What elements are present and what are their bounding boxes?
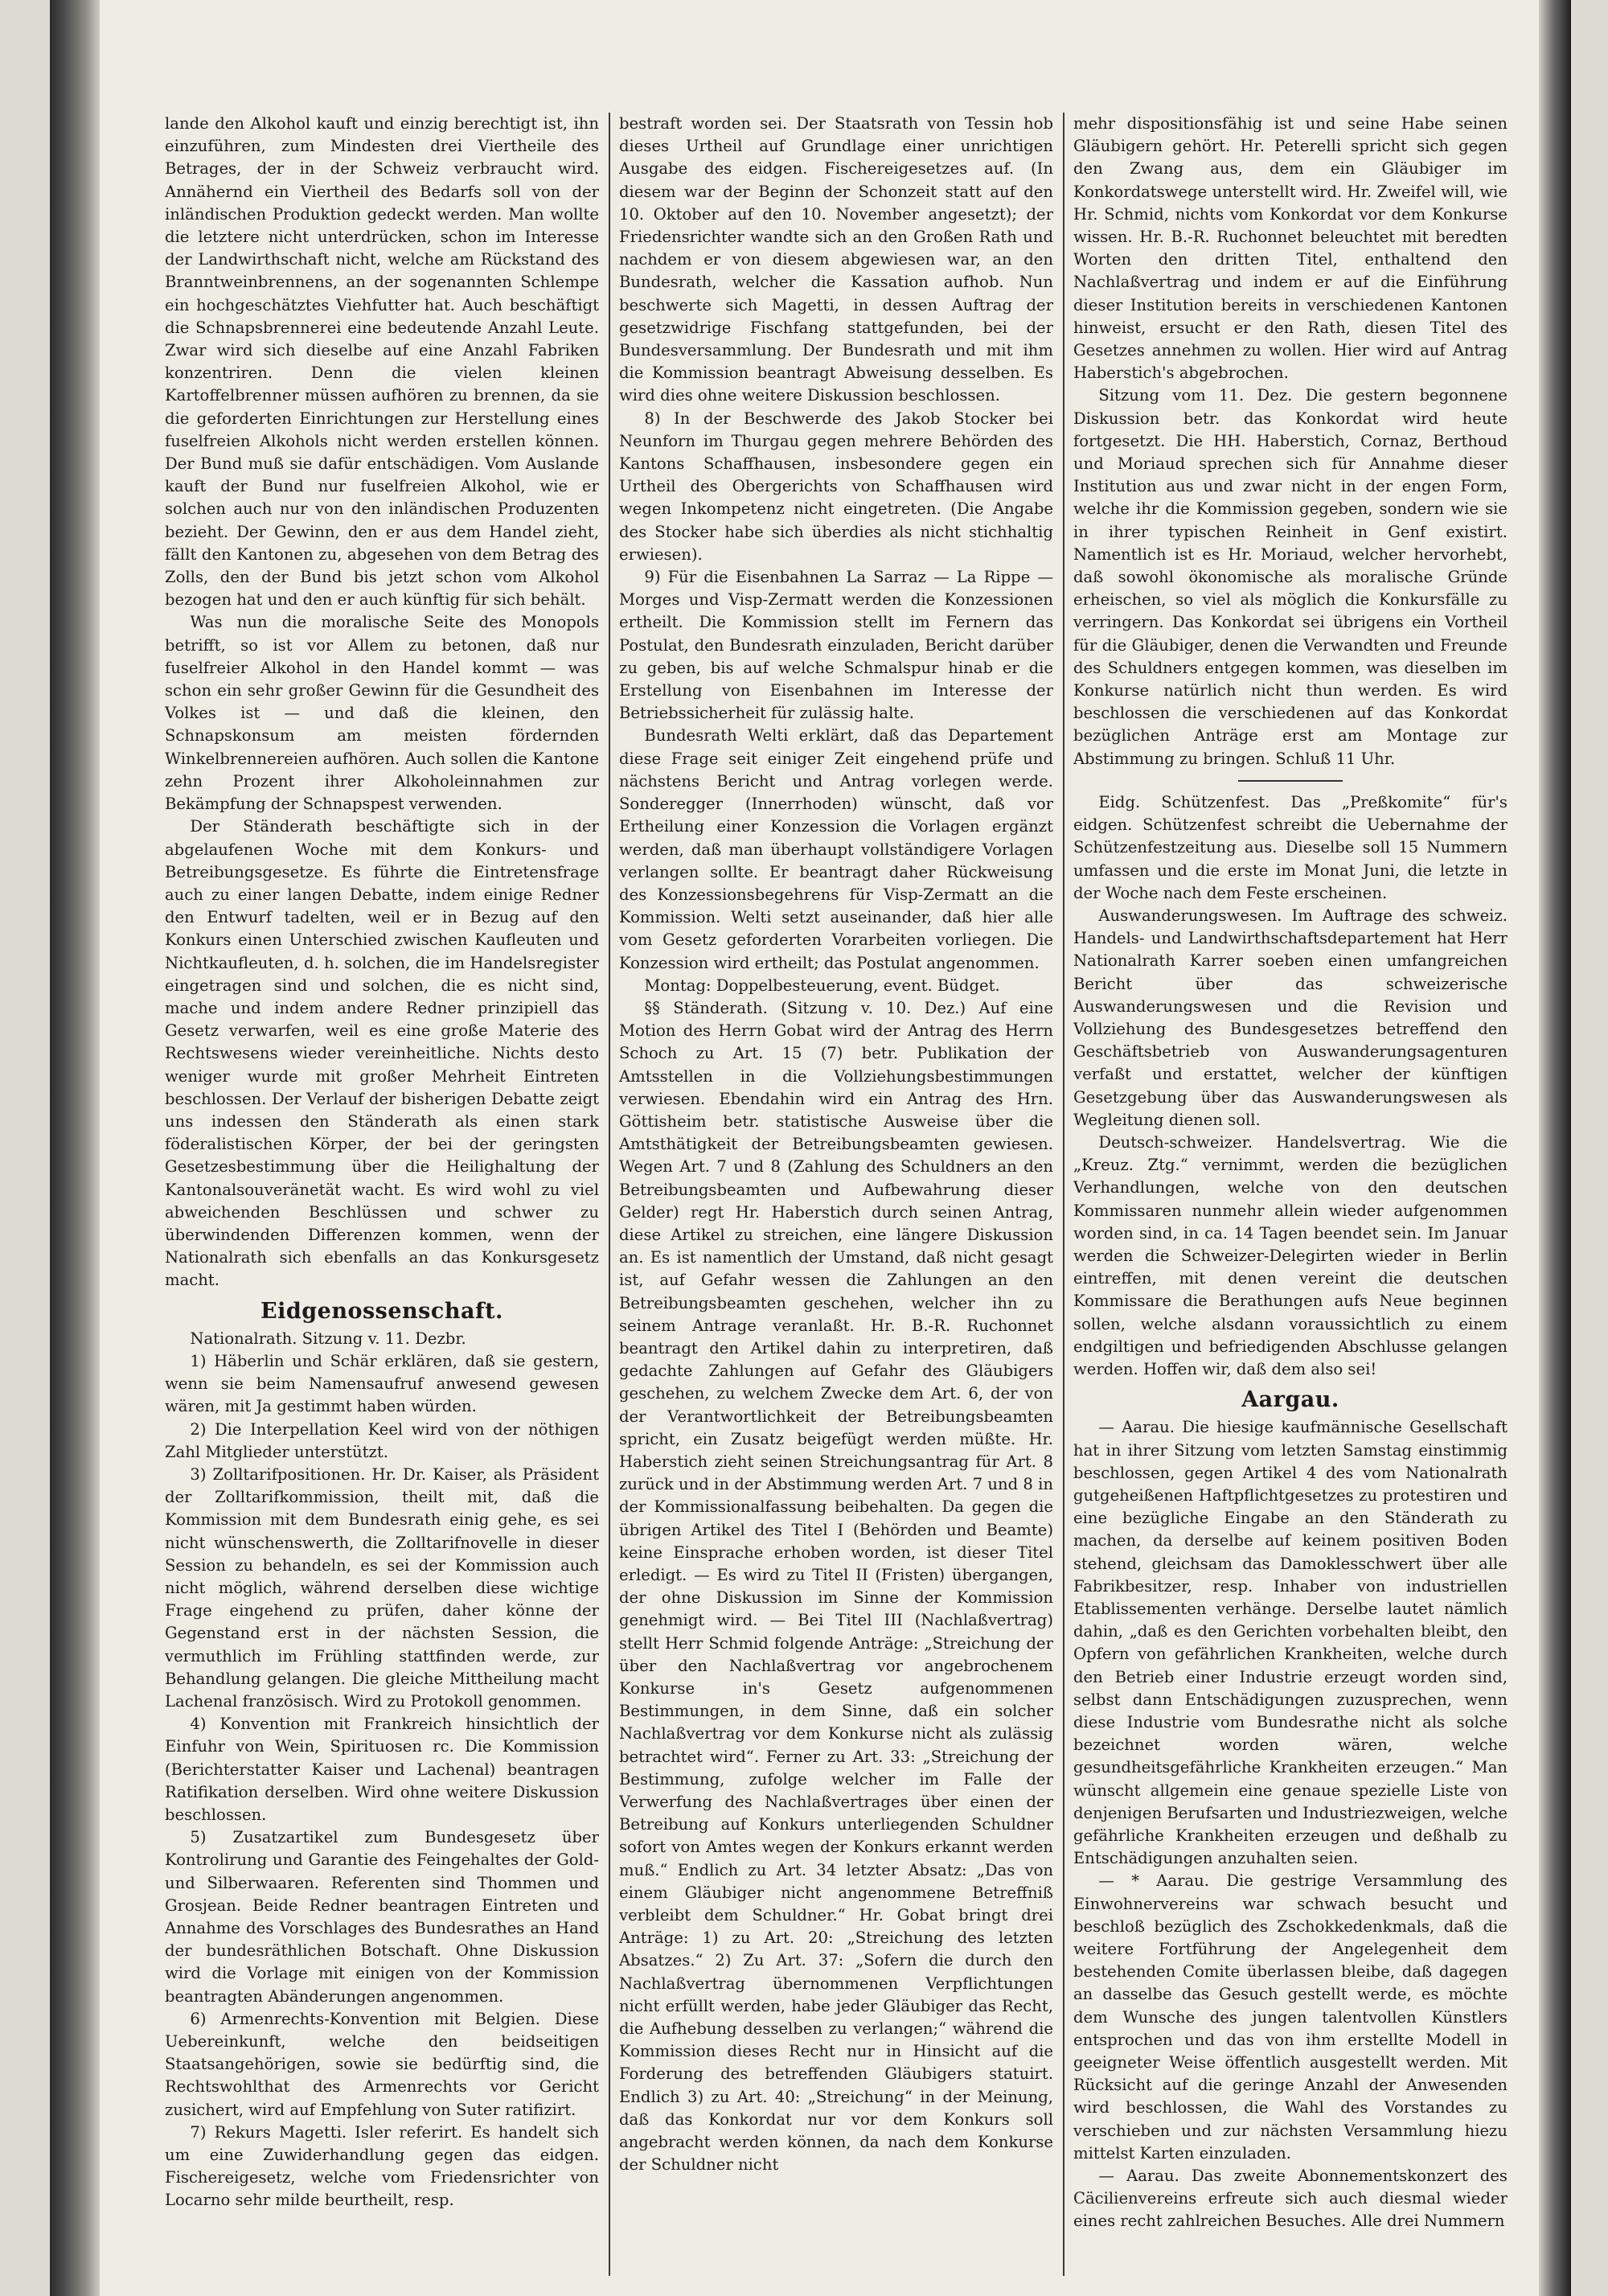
paragraph-aarau-kaufmaennisch: — Aarau. Die hiesige kaufmännische Gesellschaft hat in ihrer Sitzung vom letzten Samstag einstimmig beschlossen, gegen Artikel 4 des vom Nationalrath gutgeheißenen Haftpflichtgesetzes zu protestiren und eine bezügliche Eingabe an den Ständerath zu machen, da derselbe auf keinem positiven Boden stehend, gleichsam das Damoklesschwert über alle Fabrikbesitzer, resp. Inhaber von industriellen Etablissementen verhänge. Derselbe lautet nämlich dahin, „daß es den Gerichten vorbehalten bleibt, den Opfern von gefährlichen Krankheiten, welche durch den Betrieb einer Industrie erzeugt worden sind, selbst dann Entschädigungen zuzusprechen, wenn diese Industrie vom Bundesrathe nicht als solche bezeichnet worden wären, welche gesundheitsgefährliche Krankheiten erzeugen.“ Man wünscht allgemein eine genaue spezielle Liste von denjenigen Berufsarten und Industriezweigen, welche gefährliche Krankheiten erzeugen und deßhalb zu Entschädigungen anzuhalten seien. — [1073, 1418, 1508, 1868]
nationalrath-item-4: 4) Konvention mit Frankreich hinsichtlich der Einfuhr von Wein, Spirituosen rc. Die Kommission (Berichterstatter Kaiser und Lachenal) beantragen Ratifikation derselben. Wird ohne weitere Diskussion beschlossen. — [165, 1715, 599, 1825]
paragraph-montag: Montag: Doppelbesteuerung, event. Büdget. — [644, 975, 1000, 995]
paragraph-staenderath-sitzung: §§ Ständerath. (Sitzung v. 10. Dez.) Auf eine Motion des Herrn Gobat wird der Antrag des Herrn Schoch zu Art. 15 (7) betr. Publikation der Amtsstellen in die Vollziehungsbestimmungen verwiesen. Ebendahin wird ein Antrag des Hrn. Göttisheim betr. statistische Ausweise über die Amtsthätigkeit der Betreibungsbeamten gewiesen. Wegen Art. 7 und 8 (Zahlung des Schuldners an den Betreibungsbeamten und Aufbewahrung dieser Gelder) regt Hr. Haberstich durch seinen Antrag, diese Artikel zu streichen, eine längere Diskussion an. Es ist namentlich der Umstand, daß nicht gesagt ist, auf Gefahr wessen die Zahlungen an den Betreibungsbeamten geschehen, welcher ihn zu seinem Antrage veranlaßt. Hr. B.-R. Ruchonnet beantragt den Artikel dahin zu interpretiren, daß gedachte Zahlungen auf Gefahr des Gläubigers geschehen, zu welchem Zwecke dem Art. 6, der von der Verantwortlichkeit der Betreibungsbeamten spricht, ein Zusatz beigefügt werden müßte. Hr. Haberstich zieht seinen Streichungsantrag für Art. 8 zurück und in der Abstimmung werden Art. 7 und 8 in der Kommissionalfassung beibehalten. Da gegen die übrigen Artikel des Titel I (Behörden und Beamte) keine Einsprache erhoben worden, ist dieser Titel erledigt. — Es wird zu Titel II (Fristen) übergangen, der ohne Diskussion im Sinne der Kommission genehmigt wird. — Bei Titel III (Nachlaßvertrag) stellt Herr Schmid folgende Anträge: „Streichung der über den Nachlaßvertrag vor angebrochenem Konkurse in's Gesetz aufgenommenen Bestimmungen, in dem Sinne, daß ein solcher Nachlaßvertrag vor dem Konkurse nicht als zulässig betrachtet wird“. Ferner zu Art. 33: „Streichung der Bestimmung, zufolge welcher im Falle der Verwerfung des Nachlaßvertrages über einen der Betreibung auf Konkurs unterliegenden Schuldner sofort von Amtes wegen der Konkurs erkannt werden muß.“ Endlich zu Art. 34 letzter Absatz: „Das von einem Gläubiger nicht angenommene Betreffniß verbleibt dem Schuldner.“ Hr. Gobat bringt drei Anträge: 1) zu Art. 20: „Streichung des letzten Absatzes.“ 2) Zu Art. 37: „Sofern die durch den Nachlaßvertrag übernommenen Verpflichtungen nicht erfüllt werden, habe jeder Gläubiger das Recht, die Aufhebung desselben zu verlangen;“ während die Kommission dieses Recht nur in Hinsicht auf die Forderung des betreffenden Gläubigers statuirt. Endlich 3) zu Art. 40: „Streichung“ in der Meinung, daß das Konkordat nur vor dem Konkurs soll angebracht werden können, da nach dem Konkurse der Schuldner nicht — [619, 998, 1053, 2175]
paragraph-alkohol-import: lande den Alkohol kauft und einzig berechtigt ist, ihn einzuführen, zum Mindesten drei Viertheile des Betrages, der in der Schweiz verbraucht wird. Annähernd ein Viertheil des Bedarfs soll von der inländischen Produktion gedeckt werden. Man wollte die letztere nicht unterdrücken, schon im Interesse der Landwirthschaft nicht, welche am Rückstand des Branntweinbrennens, an der sogenannten Schlempe ein hochgeschätztes Viehfutter hat. Auch beschäftigt die Schnapsbrennerei eine bedeutende Anzahl Leute. Zwar wird sich dieselbe auf eine Anzahl Fabriken konzentriren. Denn die vielen kleinen Kartoffelbrenner müssen aufhören zu brennen, da sie die geforderten Einrichtungen zur Herstellung eines fuselfreien Alkohols nicht werden erstellen können. Der Bund muß sie dafür entschädigen. Vom Auslande kauft der Bund nur fuselfreien Alkohol, wie er solchen auch nur von den inländischen Produzenten bezieht. Der Gewinn, den er aus dem Handel zieht, fällt den Kantonen zu, abgesehen von dem Betrag des Zolls, den der Bund bis jetzt schon vom Alkohol bezogen hat und den er auch künftig für sich behält. — [165, 114, 599, 610]
section-heading-eidgenossenschaft: Eidgenossenschaft. — [260, 1298, 503, 1324]
nationalrath-item-3: 3) Zolltarifpositionen. Hr. Dr. Kaiser, als Präsident der Zolltarifkommission, theilt mit, daß die Kommission mit dem Bundesrath einig gehe, es sei nicht wünschenswerth, die Zolltarifnovelle in dieser Session zu behandeln, es sei der Kommission auch nicht möglich, während derselben diese wichtige Frage eingehend zu prüfen, daher könne der Gegenstand erst in der nächsten Session, die vermuthlich im Frühling stattfinden werde, zur Behandlung gelangen. Die gleiche Mittheilung macht Lachenal französisch. Wird zu Protokoll genommen. — [165, 1464, 599, 1711]
column-1 — [165, 113, 599, 2276]
column-rule-1 — [609, 113, 610, 2276]
nationalrath-item-2: 2) Die Interpellation Keel wird von der nöthigen Zahl Mitglieder unterstützt. — [165, 1419, 599, 1461]
paragraph-sitzung-11-dez: Sitzung vom 11. Dez. Die gestern begonnene Diskussion betr. das Konkordat wird heute fortgesetzt. Die HH. Haberstich, Cornaz, Berthoud und Moriaud sprechen sich für Annahme dieser Institution aus und zwar nicht in der engen Form, welche ihr die Kommission gegeben, sondern wie sie in ihrer typischen Reinheit in Genf existirt. Namentlich ist es Hr. Moriaud, welcher hervorhebt, daß sowohl ökonomische als moralische Gründe erheischen, so viel als möglich die Konkursfälle zu verringern. Das Konkordat sei übrigens ein Vortheil für die Gläubiger, denen die Verwandten und Freunde des Schuldners entgegen kommen, was dieselben im Konkurse natürlich nicht thun werden. Es wird beschlossen die verschiedenen auf das Konkordat bezüglichen Anträge erst am Montage zur Abstimmung zu bringen. Schluß 11 Uhr. — [1073, 386, 1508, 768]
paragraph-handelsvertrag: Deutsch-schweizer. Handelsvertrag. Wie die „Kreuz. Ztg.“ vernimmt, werden die bezüglichen Verhandlungen, welche von den deutschen Kommissaren nunmehr allein wieder aufgenommen worden sind, in ca. 14 Tagen beendet sein. Im Januar werden die Schweizer-Delegirten wieder in Berlin eintreffen, mit denen vereint die deutschen Kommissare die Berathungen aufs Neue beginnen sollen, welche alsdann voraussichtlich zu einem endgiltigen und befriedigenden Abschlusse gelangen werden. Hoffen wir, daß dem also sei! — [1073, 1132, 1508, 1378]
nationalrath-item-5: 5) Zusatzartikel zum Bundesgesetz über Kontrolirung und Garantie des Feingehaltes der Gold- und Silberwaaren. Referenten sind Thommen und Grosjean. Beide Redner beantragen Eintreten und Annahme des Vorschlages des Bundesrathes an Hand der bundesräthlichen Botschaft. Ohne Diskussion wird die Vorlage mit einigen von der Kommission beantragten Abänderungen angenommen. — [165, 1828, 599, 2006]
paragraph-auswanderung: Auswanderungswesen. Im Auftrage des schweiz. Handels- und Landwirthschaftsdepartement hat Herr Nationalrath Karrer soeben einen umfangreichen Bericht über das schweizerische Auswanderungswesen und die Revision und Vollziehung des Bundesgesetzes betreffend den Geschäftsbetrieb von Auswanderungsagenturen verfaßt und erstattet, welcher der künftigen Gesetzgebung über das Auswanderungswesen als Wegleitung dienen soll. — [1073, 906, 1508, 1129]
paragraph-rekurs-magetti-cont: bestraft worden sei. Der Staatsrath von Tessin hob dieses Urtheil auf Grundlage einer unrichtigen Ausgabe des eidgen. Fischereigesetzes auf. (In diesem war der Beginn der Schonzeit statt auf den 10. Oktober auf den 10. November angesetzt); der Friedensrichter wandte sich an den Großen Rath und nachdem er von diesem abgewiesen war, an den Bundesrath, welcher die Kassation aufhob. Nun beschwerte sich Magetti, in dessen Auftrag der gesetzwidrige Fischfang stattgefunden, bei der Bundesversammlung. Der Bundesrath und mit ihm die Kommission beantragt Abweisung desselben. Es wird dies ohne weitere Diskussion beschlossen. — [619, 114, 1053, 405]
paragraph-welti: Bundesrath Welti erklärt, daß das Departement diese Frage seit einiger Zeit eingehend prüfe und nächstens Bericht und Antrag vorlegen werde. Sonderegger (Innerrhoden) wünscht, daß vor Ertheilung einer Konzession die Vorlagen ergänzt werden, daß man überhaupt vollständigere Vorlagen verlangen sollte. Er beantragt daher Rückweisung des Konzessionsbegehrens für Visp-Zermatt an die Kommission. Welti setzt auseinander, daß hier alle vom Gesetz geforderten Vorarbeiten vorliegen. Die Konzession wird ertheilt; das Postulat angenommen. — [619, 726, 1053, 972]
paragraph-konkordat-cont: mehr dispositionsfähig ist und seine Habe seinen Gläubigern gehört. Hr. Peterelli spricht sich gegen den Zwang aus, dem ein Gläubiger im Konkordatswege unterstellt wird. Hr. Zweifel will, wie Hr. Schmid, nichts vom Konkordat vor dem Konkurse wissen. Hr. B.-R. Ruchonnet beleuchtet mit beredten Worten den dritten Titel, enthaltend den Nachlaßvertrag und indem er auf die Einführung dieser Institution bereits in verschiedenen Kantonen hinweist, ersucht er den Rath, diesen Titel des Gesetzes annehmen zu wollen. Hier wird auf Antrag Haberstich's abgebrochen. — [1073, 114, 1508, 383]
nationalrath-item-7: 7) Rekurs Magetti. Isler referirt. Es handelt sich um eine Zuwiderhandlung gegen das eidgen. Fischereigesetz, welche vom Friedensrichter von Locarno sehr milde beurtheilt, resp. — [165, 2122, 599, 2210]
paragraph-staenderath-konkurs: Der Ständerath beschäftigte sich in der abgelaufenen Woche mit dem Konkurs- und Betreibungsgesetze. Es führte die Eintretensfrage auch zu einer langen Debatte, indem einige Redner den Entwurf tadelten, weil er in Bezug auf den Konkurs einen Unterschied zwischen Kaufleuten und Nichtkaufleuten, d. h. solchen, die im Handelsregister eingetragen sind und solchen, die es nicht sind, mache und indem andere Redner prinzipiell das Gesetz verwarfen, weil es eine große Materie des Rechtswesens wieder vereinheitliche. Nichts desto weniger wurde mit großer Mehrheit Eintreten beschlossen. Der Verlauf der bisherigen Debatte zeigt uns indessen den Ständerath als einen stark föderalistischen Körper, der bei der geringsten Gesetzesbestimmung über die Heilighaltung der Kantonalsouveränetät wacht. Es wird wohl zu viel abweichenden Beschlüssen und schwer zu überwindenden Differenzen kommen, wenn der Nationalrath sich ebenfalls an das Konkursgesetz macht. — [165, 817, 599, 1290]
book-binding-left — [50, 0, 100, 2296]
nationalrath-item-9: 9) Für die Eisenbahnen La Sarraz — La Rippe — Morges und Visp-Zermatt werden die Konzessionen ertheilt. Die Kommission stellt im Fernern das Postulat, den Bundesrath einzuladen, Bericht darüber zu geben, bis auf welche Schmalspur hinab er die Erstellung von Eisenbahnen im Interesse der Betriebssicherheit für zulässig halte. — [619, 568, 1053, 723]
column-3 — [1073, 113, 1508, 2276]
nationalrath-item-8: 8) In der Beschwerde des Jakob Stocker bei Neunforn im Thurgau gegen mehrere Behörden des Kantons Schaffhausen, insbesondere gegen ein Urtheil des Obergerichts von Schaffhausen wird wegen Inkompetenz nicht eingetreten. (Die Angabe des Stocker habe sich überdies als nicht stichhaltig erwiesen). — [619, 409, 1053, 564]
column-rule-2 — [1063, 113, 1064, 2276]
paragraph-schuetzenfest: Eidg. Schützenfest. Das „Preßkomite“ für's eidgen. Schützenfest schreibt die Uebernahme der Schützenfestzeitung aus. Dieselbe soll 15 Nummern umfassen und die erste im Monat Juni, die letzte in der Woche nach dem Feste erscheinen. — [1073, 792, 1508, 902]
column-2 — [619, 113, 1053, 2276]
paragraph-aarau-einwohnerverein: — * Aarau. Die gestrige Versammlung des Einwohnervereins war schwach besucht und beschloß bezüglich des Zschokkedenkmals, daß die weitere Fortführung der Angelegenheit dem bestehenden Comite überlassen bleibe, daß dagegen an dasselbe das Gesuch gestellt werde, es möchte dem Wunsche des jungen talentvollen Künstlers entsprochen und das von ihm erstellte Modell in geeigneter Weise öffentlich ausgestellt werden. Mit Rücksicht auf die geringe Anzahl der Anwesenden wird beschlossen, die Wahl des Vorstandes zu verschieben und zur nächsten Versammlung hiezu mittelst Karten einzuladen. — [1073, 1871, 1508, 2163]
book-binding-right — [1539, 0, 1571, 2296]
nationalrath-item-6: 6) Armenrechts-Konvention mit Belgien. Diese Uebereinkunft, welche den beidseitigen Staatsangehörigen, sowie sie bedürftig sind, die Rechtswohlthat des Armenrechts vor Gericht zusichert, wird auf Empfehlung von Suter ratifizirt. — [165, 2009, 599, 2119]
paragraph-monopol-moral: Was nun die moralische Seite des Monopols betrifft, so ist vor Allem zu betonen, daß nur fuselfreier Alkohol in den Handel kommt — was schon ein sehr großer Gewinn für die Gesundheit des Volkes ist — und daß die kleinen, den Schnapskonsum am meisten fördernden Winkelbrennereien aufhören. Auch sollen die Kantone zehn Prozent ihrer Alkoholeinnahmen zur Bekämpfung der Schnapspest verwenden. — [165, 613, 599, 814]
nationalrath-intro: Nationalrath. Sitzung v. 11. Dezbr. — [190, 1329, 466, 1348]
section-heading-aargau: Aargau. — [1241, 1387, 1339, 1413]
nationalrath-item-1: 1) Häberlin und Schär erklären, daß sie gestern, wenn sie beim Namensaufruf anwesend gewesen wären, mit Ja gestimmt haben würden. — [165, 1351, 599, 1416]
paragraph-aarau-konzert: — Aarau. Das zweite Abonnementskonzert des Cäcilienvereins erfreute sich auch diesmal wieder eines recht zahlreichen Besuches. Alle drei Nummern — [1073, 2167, 1508, 2231]
separator-line — [1238, 780, 1343, 782]
